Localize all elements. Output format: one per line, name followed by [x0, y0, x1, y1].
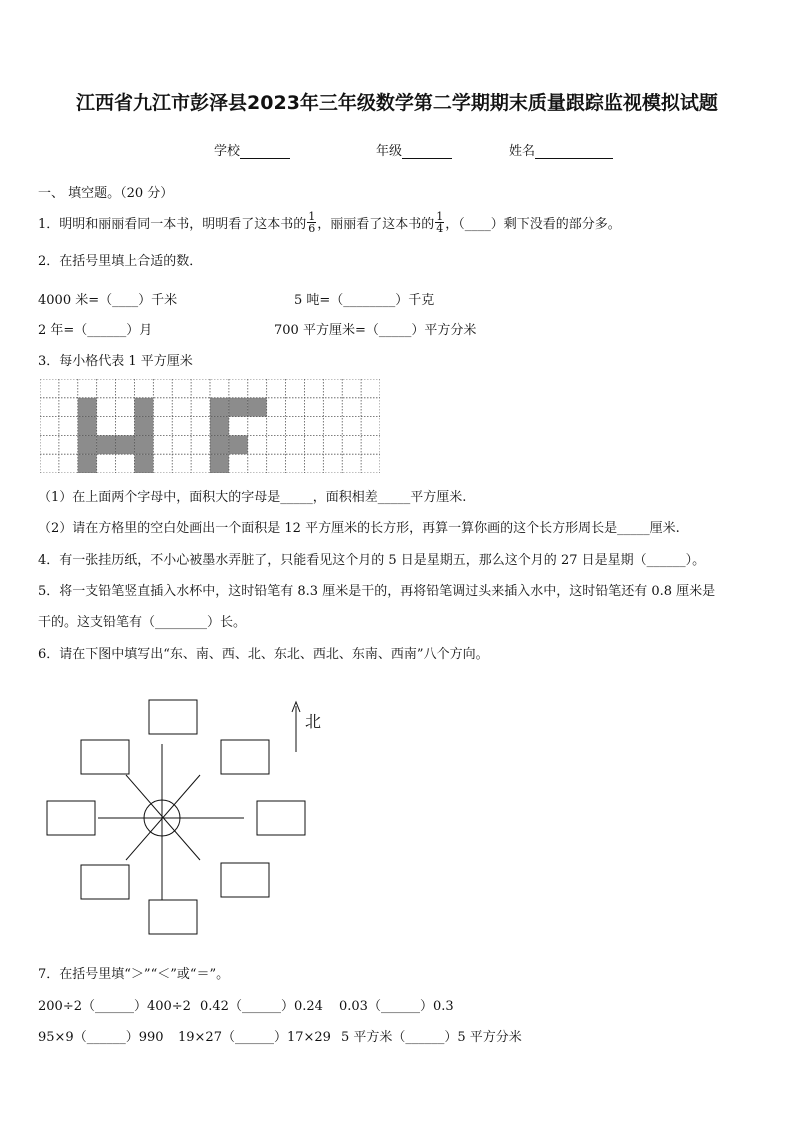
question-5-line-2: 干的。这支铅笔有（________）长。	[38, 615, 247, 630]
shaded-letter-cell	[78, 454, 97, 473]
grid-drawing	[40, 379, 380, 473]
q2-item-area: 700 平方厘米=（_____）平方分米	[274, 323, 477, 338]
shaded-letter-cell	[229, 435, 248, 454]
q1-text-b: ，丽丽看了这本书的	[317, 217, 435, 232]
q2-item-tons: 5 吨=（________）千克	[294, 293, 435, 308]
name-field[interactable]	[509, 140, 613, 159]
page-title: 江西省九江市彭泽县2023年三年级数学第二学期期末质量跟踪监视模拟试题	[76, 92, 718, 114]
north-box[interactable]	[149, 700, 197, 734]
q1-text-c: ，（____）剩下没看的部分多。	[445, 217, 621, 232]
southeast-box[interactable]	[221, 863, 269, 897]
shaded-letter-cell	[210, 398, 229, 417]
grade-field[interactable]	[376, 140, 452, 159]
question-7: 7．在括号里填“＞”“＜”或“＝”。	[38, 967, 230, 982]
q7-r1-c3: 0.03（______）0.3	[339, 999, 454, 1014]
shaded-letter-cell	[134, 435, 153, 454]
east-box[interactable]	[257, 801, 305, 835]
southwest-box[interactable]	[81, 865, 129, 899]
fraction-one-sixth: $\frac{1}{6}$	[308, 210, 316, 235]
school-label: 学校	[214, 144, 241, 159]
compass-drawing	[40, 690, 340, 940]
shaded-letter-cell	[116, 435, 135, 454]
section-1-heading: 一、 填空题。（20 分）	[38, 186, 174, 201]
q7-r1-c1: 200÷2（______）400÷2	[38, 999, 191, 1014]
shaded-letter-cell	[210, 417, 229, 436]
q7-r2-c2: 19×27（______）17×29	[178, 1030, 331, 1045]
south-box[interactable]	[149, 900, 197, 934]
compass-diagram	[40, 690, 340, 940]
shaded-letter-cell	[229, 398, 248, 417]
question-6: 6．请在下图中填写出“东、南、西、北、东北、西北、东南、西南”八个方向。	[38, 647, 489, 662]
shaded-letter-cell	[210, 435, 229, 454]
question-5-line-1: 5．将一支铅笔竖直插入水杯中，这时铅笔有 8.3 厘米是干的，再将铅笔调过头来插入水中，这时铅笔还有 0.8 厘米是	[38, 584, 716, 599]
q7-r1-c2: 0.42（______）0.24	[200, 999, 323, 1014]
shaded-letter-cell	[134, 398, 153, 417]
question-2: 2．在括号里填上合适的数．	[38, 254, 203, 269]
fraction-one-quarter: $\frac{1}{4}$	[436, 210, 444, 235]
shaded-letter-cell	[78, 398, 97, 417]
shaded-letter-cell	[78, 435, 97, 454]
shaded-letter-cell	[248, 398, 267, 417]
q7-r2-c3: 5 平方米（______）5 平方分米	[341, 1030, 522, 1045]
northwest-box[interactable]	[81, 740, 129, 774]
question-3: 3．每小格代表 1 平方厘米	[38, 354, 193, 369]
q2-item-meters: 4000 米=（____）千米	[38, 293, 178, 308]
square-grid[interactable]	[40, 379, 380, 473]
northeast-box[interactable]	[221, 740, 269, 774]
shaded-letter-cell	[210, 454, 229, 473]
q3-sub-1: （1）在上面两个字母中，面积大的字母是_____，面积相差_____平方厘米.	[38, 490, 467, 505]
name-label: 姓名	[509, 144, 536, 159]
question-1	[38, 210, 621, 236]
west-box[interactable]	[47, 801, 95, 835]
q1-text-a: 1．明明和丽丽看同一本书，明明看了这本书的	[38, 217, 307, 232]
shaded-letter-cell	[134, 417, 153, 436]
q2-item-years: 2 年=（______）月	[38, 323, 153, 338]
shaded-letter-cell	[97, 435, 116, 454]
q3-sub-2: （2）请在方格里的空白处画出一个面积是 12 平方厘米的长方形，再算一算你画的这个长方形周长是_____厘米.	[38, 521, 680, 536]
school-blank[interactable]	[240, 144, 290, 159]
grade-label: 年级	[376, 144, 403, 159]
grade-blank[interactable]	[402, 144, 452, 159]
school-field[interactable]	[214, 140, 290, 159]
question-4: 4．有一张挂历纸，不小心被墨水弄脏了，只能看见这个月的 5 日是星期五，那么这个月的 27 日是星期（______）。	[38, 553, 706, 568]
north-label: 北	[305, 712, 322, 731]
shaded-letter-cell	[134, 454, 153, 473]
shaded-letter-cell	[78, 417, 97, 436]
name-blank[interactable]	[535, 144, 613, 159]
q7-r2-c1: 95×9（______）990	[38, 1030, 164, 1045]
